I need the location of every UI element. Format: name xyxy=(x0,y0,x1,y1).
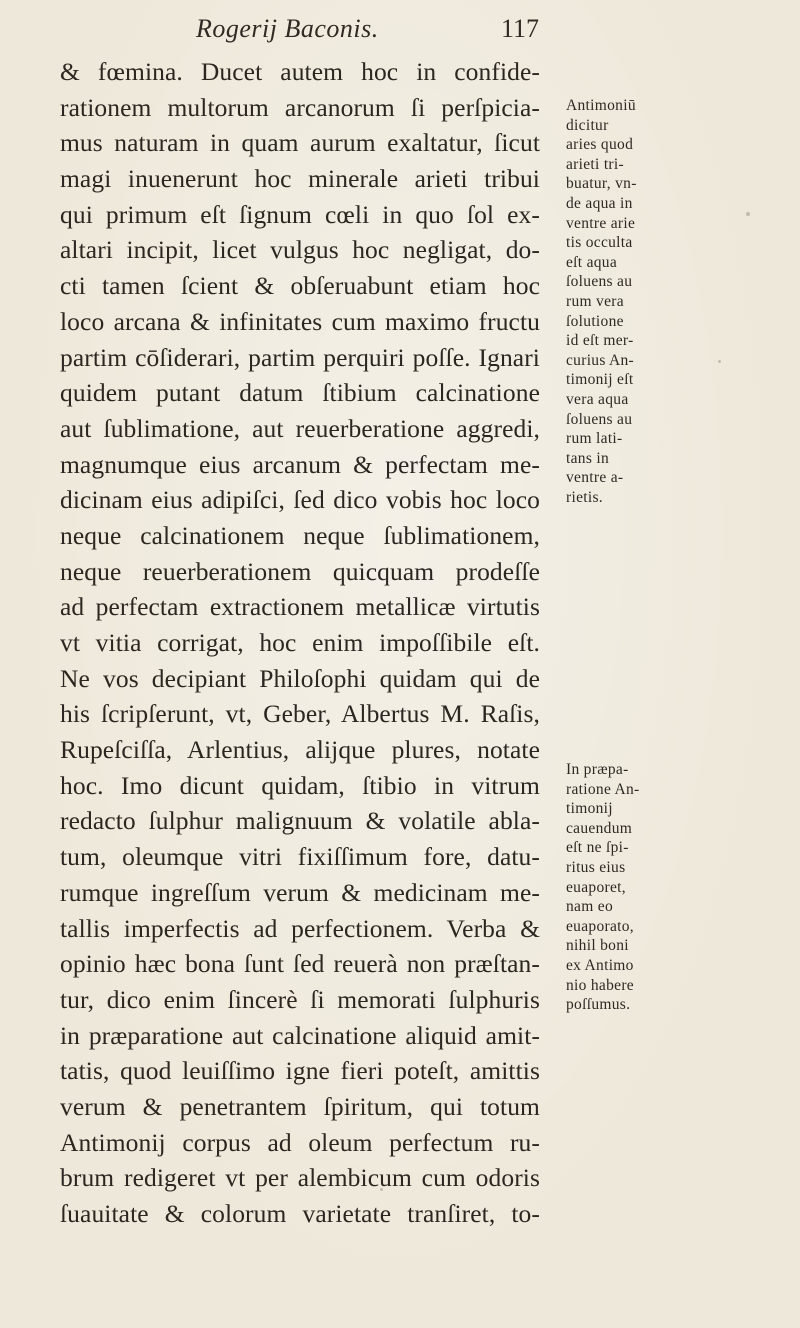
text-line: Antimonij corpus ad oleum perfectum ru- xyxy=(60,1127,540,1157)
text-line: hoc. Imo dicunt quidam, ſtibio in vitrum xyxy=(60,770,540,800)
text-line: tallis imperfectis ad perfectionem. Verba & xyxy=(60,913,540,943)
margin-note-antimony-aries xyxy=(566,96,686,507)
text-line: Rupeſciſſa, Arlentius, alijque plures, notate xyxy=(60,735,540,765)
text-line: magnumque eius arcanum & perfectam me- xyxy=(60,449,540,479)
text-line: cti tamen ſcient & obſeruabunt etiam hoc xyxy=(60,271,540,301)
margin-note-line: ſoluens au xyxy=(566,273,633,291)
text-line: verum & penetrantem ſpiritum, qui totum xyxy=(60,1091,540,1121)
margin-note-line: buatur, vn- xyxy=(566,175,637,193)
margin-note-line: euaporato, xyxy=(566,917,634,935)
text-line: tatis, quod leuiſſimo igne fieri poteſt, amittis xyxy=(60,1056,540,1086)
margin-note-line: euaporet, xyxy=(566,878,626,896)
margin-note-line: ex Antimo xyxy=(566,956,634,974)
margin-note-line: In præpa- xyxy=(566,761,629,778)
main-text-block xyxy=(60,54,540,1232)
text-line: tum, oleumque vitri fixiſſimum fore, datu- xyxy=(60,842,540,872)
text-line: qui primum eſt ſignum cœli in quo ſol ex- xyxy=(60,199,540,229)
margin-note-line: timonij eſt xyxy=(566,371,634,389)
text-line: & fœmina. Ducet autem hoc in confide- xyxy=(60,57,540,86)
text-line: redacto ſulphur malignuum & volatile abla- xyxy=(60,806,540,836)
text-line: ad perfectam extractionem metallicæ virtutis xyxy=(60,592,540,622)
margin-note-line: rum lati- xyxy=(566,430,623,448)
text-line: dicinam eius adipiſci, ſed dico vobis hoc loco xyxy=(60,485,540,515)
text-line: quidem putant datum ſtibium calcinatione xyxy=(60,378,540,408)
running-head: Rogerij Baconis. xyxy=(196,14,379,43)
margin-note-line: rietis. xyxy=(566,488,603,506)
margin-note-line: rum vera xyxy=(566,292,624,310)
margin-note-line: id eſt mer- xyxy=(566,332,634,350)
margin-note-preparation xyxy=(566,760,686,1015)
margin-note-line: ventre arie xyxy=(566,214,636,232)
paper-speck xyxy=(380,1188,383,1191)
margin-note-line: ratione An- xyxy=(566,780,640,798)
paper-speck xyxy=(746,212,750,216)
text-line: ſuauitate & colorum varietate tranſiret, to- xyxy=(60,1199,540,1228)
margin-note-line: eſt ne ſpi- xyxy=(566,839,629,857)
margin-note-line: ſoluens au xyxy=(566,410,633,428)
margin-note-line: dicitur xyxy=(566,116,609,134)
text-line: neque reuerberationem quicquam prodeſſe xyxy=(60,556,540,586)
text-line: his ſcripſerunt, vt, Geber, Albertus M. Raſis, xyxy=(60,699,540,729)
margin-note-line: nihil boni xyxy=(566,937,629,955)
text-line: aut ſublimatione, aut reuerberatione aggredi, xyxy=(60,413,540,443)
text-line: magi inuenerunt hoc minerale arieti tribui xyxy=(60,164,540,194)
margin-note-line: nio habere xyxy=(566,976,634,994)
text-line: tur, dico enim ſincerè ſi memorati ſulphuris xyxy=(60,984,540,1014)
margin-note-line: Antimoniū xyxy=(566,97,636,114)
text-line: brum redigeret vt per alembicum cum odoris xyxy=(60,1163,540,1193)
margin-note-line: tis occulta xyxy=(566,234,633,252)
margin-note-line: ſolutione xyxy=(566,312,624,330)
margin-note-line: timonij xyxy=(566,800,613,818)
text-line: partim cōſiderari, partim perquiri poſſe. Ignari xyxy=(60,342,540,372)
margin-note-line: cauendum xyxy=(566,819,633,837)
margin-note-line: vera aqua xyxy=(566,390,629,408)
text-line: loco arcana & infinitates cum maximo fructu xyxy=(60,306,540,336)
margin-note-line: ritus eius xyxy=(566,858,626,876)
text-line: in præparatione aut calcinatione aliquid amit- xyxy=(60,1020,540,1050)
text-line: vt vitia corrigat, hoc enim impoſſibile eſt. xyxy=(60,628,540,657)
text-line: Ne vos decipiant Philoſophi quidam qui de xyxy=(60,663,540,693)
margin-note-line: tans in xyxy=(566,449,609,467)
margin-note-line: ventre a- xyxy=(566,469,624,487)
text-line: opinio hæc bona ſunt ſed reuerà non præſtan- xyxy=(60,949,540,979)
text-line: rationem multorum arcanorum ſi perſpicia- xyxy=(60,92,540,122)
text-line: mus naturam in quam aurum exaltatur, ſicut xyxy=(60,128,540,158)
text-line: rumque ingreſſum verum & medicinam me- xyxy=(60,877,540,907)
text-line: altari incipit, licet vulgus hoc negligat, do- xyxy=(60,235,540,265)
page-number: 117 xyxy=(501,14,540,43)
margin-note-line: nam eo xyxy=(566,898,613,916)
margin-note-line: arieti tri- xyxy=(566,155,624,173)
margin-note-line: aries quod xyxy=(566,136,634,154)
paper-speck xyxy=(718,360,721,363)
margin-note-line: poſſumus. xyxy=(566,996,631,1014)
page-header xyxy=(0,14,800,50)
margin-note-line: de aqua in xyxy=(566,194,633,212)
margin-note-line: curius An- xyxy=(566,351,635,369)
text-line: neque calcinationem neque ſublimationem, xyxy=(60,520,540,550)
margin-note-line: eſt aqua xyxy=(566,253,618,271)
